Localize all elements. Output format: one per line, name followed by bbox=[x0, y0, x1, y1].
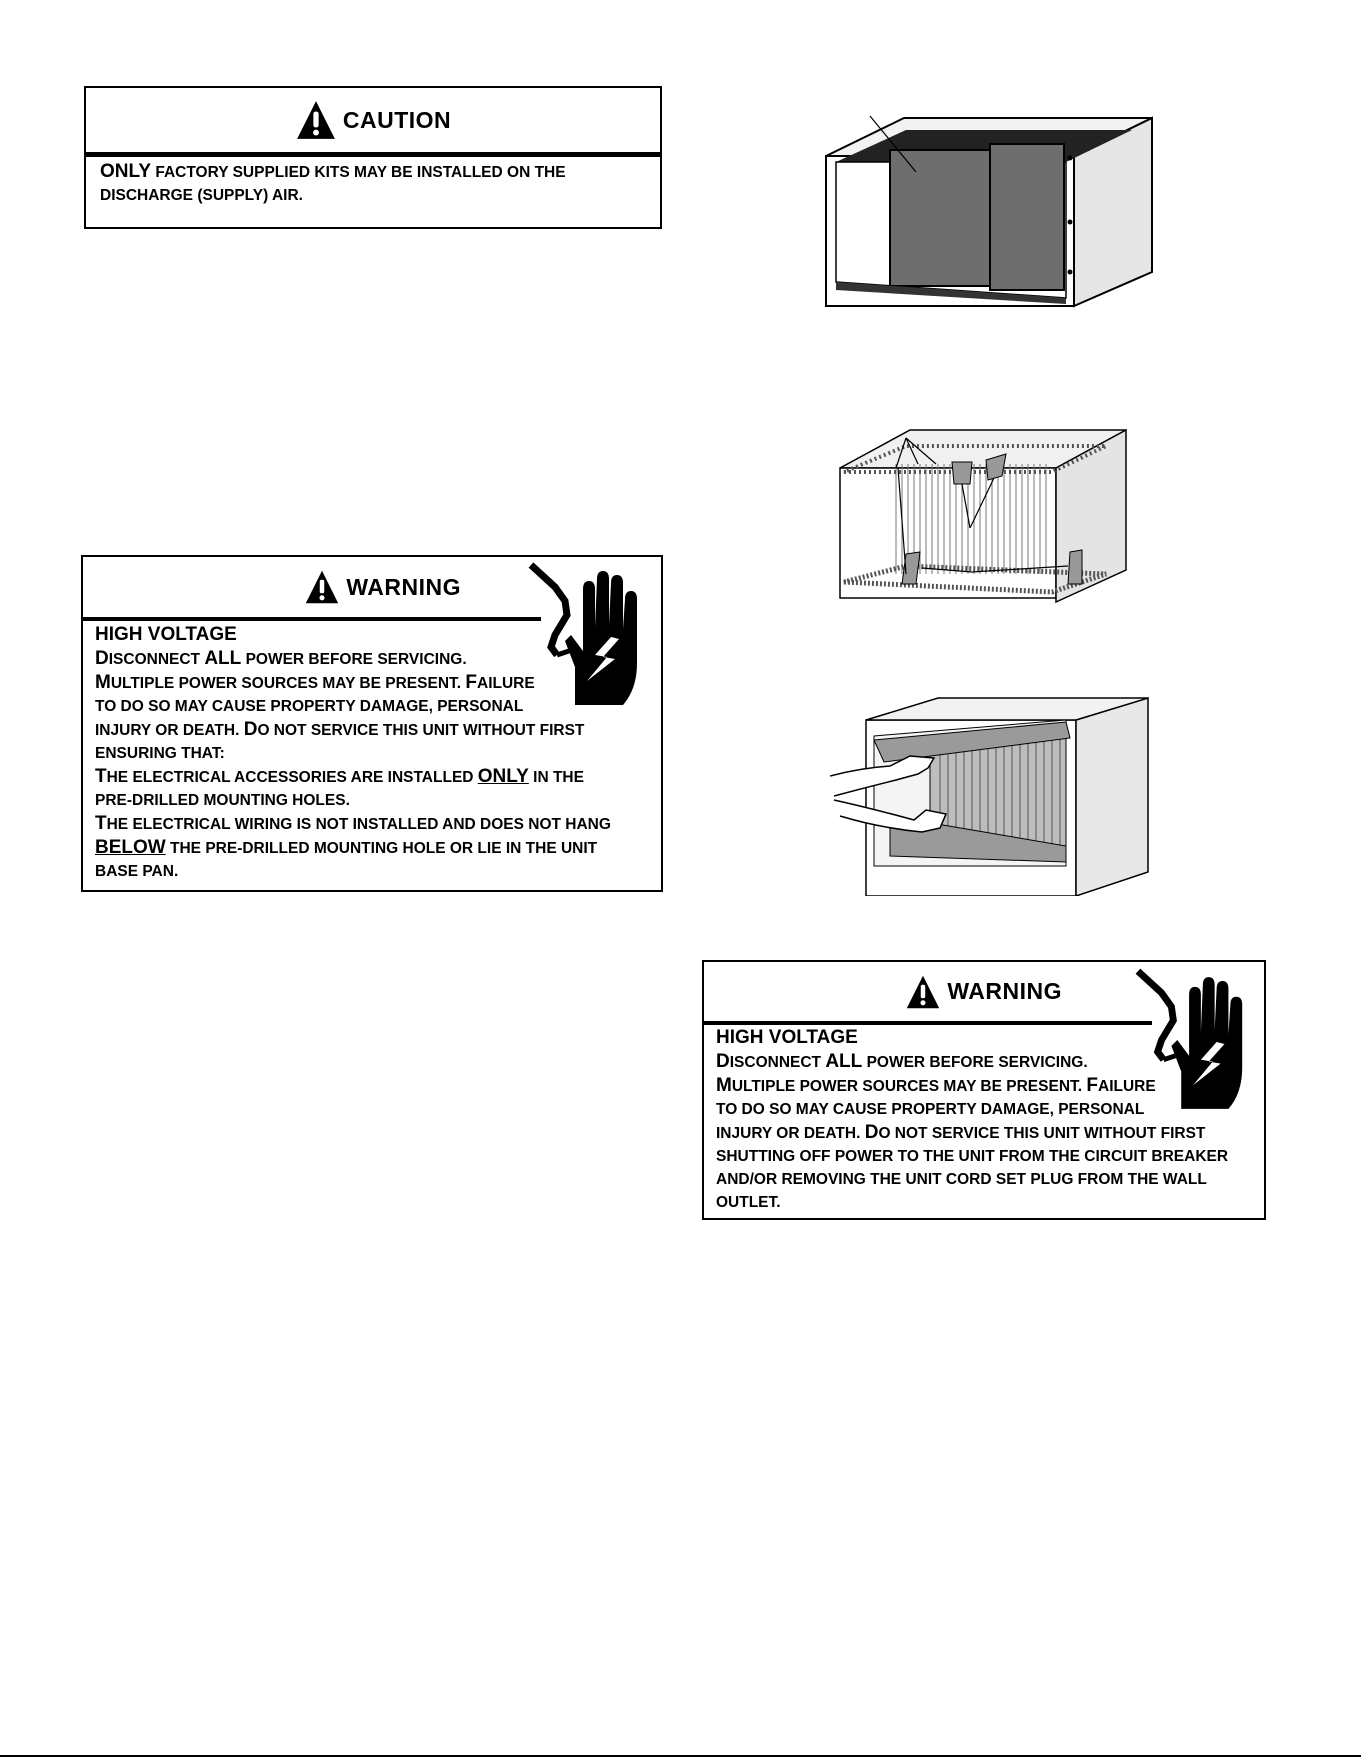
w1-l6a: T bbox=[95, 766, 107, 787]
w1-l5: ENSURING THAT: bbox=[95, 745, 225, 762]
caution-only: ONLY bbox=[100, 161, 152, 182]
w2-l1b: ISCONNECT bbox=[729, 1054, 826, 1071]
w2-l1a: D bbox=[716, 1051, 730, 1072]
filter-installation-hands-figure bbox=[830, 696, 1152, 896]
w1-l9a: BELOW bbox=[95, 837, 166, 858]
w2-l2a: M bbox=[716, 1075, 732, 1096]
w1-l6b: HE ELECTRICAL ACCESSORIES ARE INSTALLED bbox=[106, 769, 478, 786]
w2-l3: TO DO SO MAY CAUSE PROPERTY DAMAGE, PERSONAL bbox=[716, 1101, 1145, 1118]
caution-text bbox=[100, 160, 566, 207]
caution-title: CAUTION bbox=[342, 106, 452, 133]
w1-l10: BASE PAN. bbox=[95, 863, 179, 880]
w1-l8a: T bbox=[95, 813, 107, 834]
w1-l1b: ISCONNECT bbox=[108, 651, 205, 668]
warning1-title-wrap bbox=[304, 569, 461, 605]
warning-triangle-icon bbox=[304, 569, 340, 605]
warning-triangle-icon bbox=[905, 974, 941, 1010]
w2-l4a: INJURY OR DEATH. bbox=[716, 1125, 865, 1142]
caution-line1: FACTORY SUPPLIED KITS MAY BE INSTALLED ON THE bbox=[151, 164, 566, 181]
w1-l1d: POWER BEFORE SERVICING. bbox=[241, 651, 467, 668]
warning1-text bbox=[95, 623, 611, 883]
caution-line2: DISCHARGE (SUPPLY) AIR. bbox=[100, 187, 303, 204]
w2-l4c: O NOT SERVICE THIS UNIT WITHOUT FIRST bbox=[878, 1125, 1206, 1142]
warning2-text bbox=[716, 1026, 1228, 1214]
page-bottom-rule bbox=[0, 1755, 1361, 1757]
warning1-heading: HIGH VOLTAGE bbox=[95, 624, 237, 645]
warning2-title: WARNING bbox=[947, 978, 1062, 1004]
warning2-title-wrap bbox=[905, 974, 1062, 1010]
w2-l1d: POWER BEFORE SERVICING. bbox=[862, 1054, 1088, 1071]
w1-l7: PRE-DRILLED MOUNTING HOLES. bbox=[95, 792, 350, 809]
w2-l4b: D bbox=[864, 1122, 879, 1143]
w2-l2d: AILURE bbox=[1098, 1078, 1156, 1095]
w1-l4c: O NOT SERVICE THIS UNIT WITHOUT FIRST bbox=[257, 722, 585, 739]
w2-l7: OUTLET. bbox=[716, 1194, 781, 1211]
w2-l1c: ALL bbox=[825, 1051, 863, 1072]
w1-l3: TO DO SO MAY CAUSE PROPERTY DAMAGE, PERSONAL bbox=[95, 698, 524, 715]
w1-l4b: D bbox=[243, 719, 258, 740]
w1-l2b: ULTIPLE POWER SOURCES MAY BE PRESENT. bbox=[110, 675, 466, 692]
w1-l9b: THE PRE-DRILLED MOUNTING HOLE OR LIE IN THE UNIT bbox=[165, 840, 598, 857]
warning-triangle-icon bbox=[295, 99, 337, 141]
warning1-title: WARNING bbox=[346, 573, 461, 600]
w1-l8b: HE ELECTRICAL WIRING IS NOT INSTALLED AND DOES NOT HANG bbox=[106, 816, 611, 833]
w1-l2a: M bbox=[95, 672, 111, 693]
w2-l6: AND/OR REMOVING THE UNIT CORD SET PLUG FROM THE WALL bbox=[716, 1171, 1207, 1188]
w1-l6c: ONLY bbox=[477, 766, 529, 787]
caution-title-wrap bbox=[295, 99, 451, 141]
warning2-heading: HIGH VOLTAGE bbox=[716, 1027, 858, 1048]
warning1-header bbox=[83, 557, 541, 621]
warning2-header bbox=[704, 962, 1152, 1025]
warning-box-1 bbox=[81, 555, 663, 892]
w2-l5: SHUTTING OFF POWER TO THE UNIT FROM THE CIRCUIT BREAKER bbox=[716, 1148, 1229, 1165]
caution-header bbox=[86, 88, 660, 157]
w1-l6d: IN THE bbox=[528, 769, 584, 786]
w2-l2b: ULTIPLE POWER SOURCES MAY BE PRESENT. bbox=[731, 1078, 1087, 1095]
w1-l1c: ALL bbox=[204, 648, 242, 669]
w1-l1a: D bbox=[95, 648, 109, 669]
w1-l2c: F bbox=[465, 672, 477, 693]
w1-l4a: INJURY OR DEATH. bbox=[95, 722, 244, 739]
w1-l2d: AILURE bbox=[477, 675, 535, 692]
w2-l2c: F bbox=[1086, 1075, 1098, 1096]
sleeve-grille-brackets-figure bbox=[836, 424, 1130, 610]
warning-box-2 bbox=[702, 960, 1266, 1220]
caution-box bbox=[84, 86, 662, 229]
wall-sleeve-panel-figure bbox=[822, 112, 1158, 316]
